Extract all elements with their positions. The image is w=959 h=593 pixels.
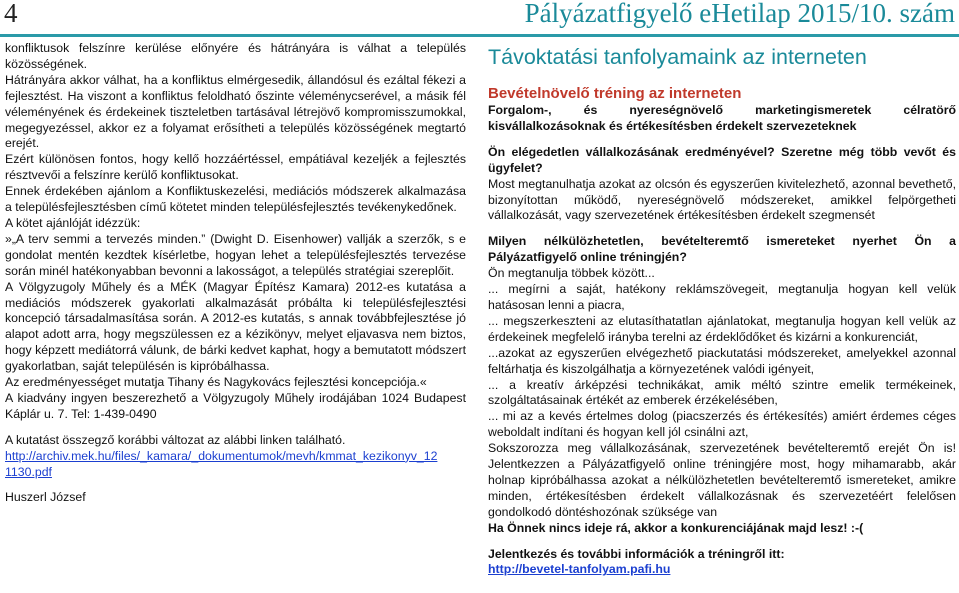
left-column	[5, 41, 466, 506]
ad-subtitle: Bevételnövelő tréning az interneten	[488, 85, 742, 102]
contact-link[interactable]: http://bevetel-tanfolyam.pafi.hu	[488, 562, 671, 577]
list-item: ... mi az a kevés értelmes dolog (piacszerzés és értékesítés) amiért érdemes céges weboldalt indítani és hogyan kell jól csinálni azt,	[488, 409, 956, 440]
list-item: Ön megtanulja többek között...	[488, 266, 655, 281]
question: Ha Önnek nincs ideje rá, akkor a konkurenciájának majd lesz! :-(	[488, 520, 864, 535]
page-number: 4	[4, 0, 18, 28]
list-item: ... megszerkeszteni az elutasíthatatlan ajánlatokat, megtanulja hogyan kell velük az érdekeinek megfelelő irányba terelni az érdeklődőket és kizárni a konkurenciát,	[488, 313, 956, 344]
question: Ön elégedetlen vállalkozásának eredményével? Szeretne még több vevőt és ügyfelet?	[488, 144, 956, 175]
address-paragraph: A kiadvány ingyen beszerezhető a Völgyzugoly Műhely irodájában 1024 Budapest Káplár u. 7. Tel: 1-439-0490	[5, 390, 466, 421]
question: Milyen nélkülözhetetlen, bevételteremtő ismereteket nyerhet Ön a Pályázatfigyelő online tréningjén?	[488, 234, 956, 265]
quote-paragraph: »„A terv semmi a tervezés minden.” (Dwight D. Eisenhower) vallják a szerzők, s e gondolat mentén kezdtek kísérletbe, hogyan lehet a településfejlesztés tervezése során minél hatékonyabban bevonni a lakosságot, a település stratégiai szereplőit.	[5, 231, 466, 278]
paragraph: A kötet ajánlóját idézzük:	[5, 215, 141, 230]
list-item: ... megírni a saját, hatékony reklámszövegeit, megtanulja hogyan kell velük hatásosan lenni a piacra,	[488, 282, 956, 312]
list-item: ...azokat az egyszerűen elvégezhető piackutatási módszereket, amelyekkel azonnal feltárhatja és kiszolgálhatja a környezetének valódi igényeit,	[488, 345, 956, 376]
paragraph: Az eredményességet mutatja Tihany és Nagykovács fejlesztési koncepciója.«	[5, 375, 427, 390]
publication-title: Pályázatfigyelő eHetilap 2015/10. szám	[524, 0, 955, 28]
contact-label: Jelentkezés és további információk a tréningről itt:	[488, 546, 785, 561]
paragraph: Most megtanulhatja azokat az olcsón és egyszerűen kivitelezhető, azonnal bevethető, bizonyítottan működő, nyereségnövelő módszereket, amikkel felpörgetheti vállalkozását, vagy szervezetének értékesítésben érdekelt szegmensét	[488, 176, 956, 223]
paragraph: A Völgyzugoly Műhely és a MÉK (Magyar Építész Kamara) 2012-es kutatása a mediációs módszerek gyakorlati alkalmazását próbálta ki településfejlesztési koncepció társadalmasítása során. A 2012-es kutatás, s annak továbbfejlesztése jó alapot adott arra, hogy megszülessen ez a kézikönyv, melyet eljavasva nem biztos, hogy képzett mediátorrá válunk, de bárki kedvet kaphat, hogy a bemutatott módszert gyakorlatban, saját településén is kipróbálhassa.	[5, 279, 466, 374]
ad-title: Távoktatási tanfolyamaink az interneten	[488, 45, 867, 69]
paragraph: Hátrányára akkor válhat, ha a konfliktus elmérgesedik, állandósul és ezáltal fékezi a fejlesztést. Ha viszont a konfliktus feloldható őszinte véleménycserével, a másik fél véleményének és érdekeinek tiszteletben tartásával létrejövő kompromisszumokkal, megegyezéssel, akkor ez a folyamat erősítheti a település közösségének megtartó erejét.	[5, 72, 466, 151]
ad-intro: Forgalom-, és nyereségnövelő marketingismeretek célratörő kisvállalkozásoknak és értékesítésben érdekelt szervezeteknek	[488, 103, 956, 133]
paragraph: Sokszorozza meg vállalkozásának, szervezetének bevételteremtő erejét Ön is! Jelentkezzen a Pályázatfigyelő online tréningjére most, hogy mihamarabb, akár holnap kipróbálhassa azokat a nélkülözhetetlen bevételteremtő ismereteket, amikre minden, értékesítésben érdekelt vállalkozásnak és szervezetéért felelősen gondolkodó döntéshozónak szüksége van	[488, 441, 956, 519]
paragraph: Ennek érdekében ajánlom a Konfliktuskezelési, mediációs módszerek alkalmazása a településfejlesztésben című kötetet minden településfejlesztés tevékenykedőnek.	[5, 184, 466, 215]
paragraph: A kutatást összegző korábbi változat az alábbi linken található.	[5, 432, 346, 447]
pdf-link[interactable]: http://archiv.mek.hu/files/_kamara/_dokumentumok/mevh/kmmat_kezikonyv_12 1130.pdf	[5, 448, 438, 479]
right-column	[488, 41, 956, 578]
header-rule	[0, 34, 959, 37]
list-item: ... a kreatív árképzési technikákat, amik méltó szintre emelik termékeinek, szolgáltatásainak értékét az emberek érzékelésében,	[488, 377, 956, 408]
author: Huszerl József	[5, 490, 86, 505]
paragraph: Ezért különösen fontos, hogy kellő hozzáértéssel, empátiával kezeljék a fejlesztés résztvevői a felszínre kerülő konfliktusokat.	[5, 152, 466, 183]
paragraph: konfliktusok felszínre kerülése előnyére és hátrányára is válhat a település közösségének.	[5, 41, 466, 71]
